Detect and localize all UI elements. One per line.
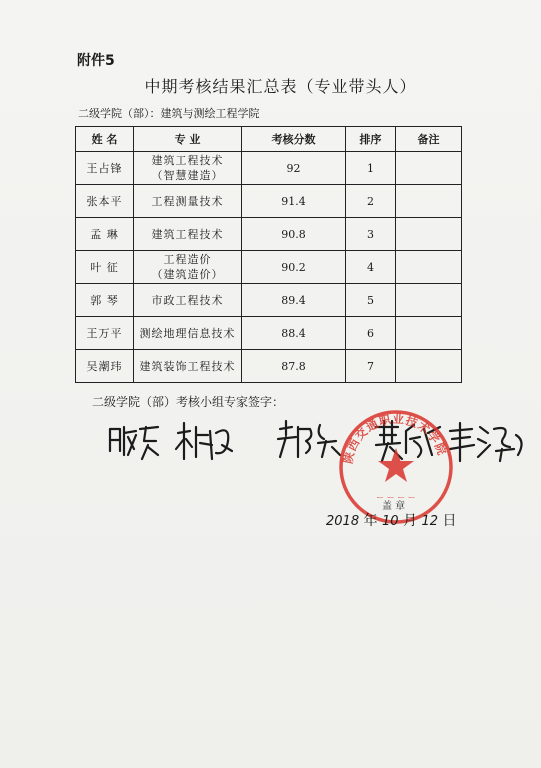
cell-score: 92 [242,152,346,185]
cell-rank: 5 [346,284,396,317]
cell-score: 89.4 [242,284,346,317]
cell-major [134,317,242,350]
result-table [75,126,462,383]
header-rank: 排序 [346,127,396,152]
cell-score: 87.8 [242,350,346,383]
table-header-row [76,127,462,152]
document-title: 中期考核结果汇总表（专业带头人） [144,77,417,96]
cell-note [396,218,462,251]
svg-text:陕西交通职业技术学院: 陕西交通职业技术学院 [340,411,450,465]
header-name: 姓 名 [76,127,134,152]
date-year: 2018 [326,514,360,529]
date-year-char: 年 [363,513,378,529]
cell-major [134,152,242,185]
cell-note [396,185,462,218]
cell-name: 吴潮玮 [76,350,134,383]
cell-name: 郭 琴 [76,284,134,317]
cell-major [134,185,242,218]
stamp-center-label: 盖 章 [382,501,406,512]
signature-label: 二级学院（部）考核小组专家签字： [92,395,285,409]
header-major: 专 业 [134,127,242,152]
date-line [326,510,456,530]
date-day-char: 日 [442,513,457,529]
cell-major [134,284,242,317]
table-row [76,317,462,350]
cell-name: 孟 琳 [76,218,134,251]
cell-note [396,350,462,383]
cell-note [396,251,462,284]
table-row [76,152,462,185]
major-line-1: 市政工程技术 [151,293,224,307]
table-row [76,251,462,284]
date-month: 10 [382,514,399,529]
cell-note [396,284,462,317]
cell-score: 90.2 [242,251,346,284]
major-line-1: 建筑工程技术 [151,227,224,241]
table-row [76,284,462,317]
cell-major [134,251,242,284]
cell-name: 王占锋 [76,152,134,185]
header-note: 备注 [396,127,462,152]
svg-text:ー ー ー ー: ー ー ー ー [376,493,416,502]
handwritten-signatures [100,415,530,470]
cell-major [134,350,242,383]
cell-rank: 3 [346,218,396,251]
major-line-1: 工程测量技术 [151,194,224,208]
major-line-1: 建筑装饰工程技术 [139,359,236,373]
cell-note [396,152,462,185]
cell-note [396,317,462,350]
table-row [76,185,462,218]
cell-name: 王万平 [76,317,134,350]
cell-score: 88.4 [242,317,346,350]
cell-rank: 1 [346,152,396,185]
cell-score: 90.8 [242,218,346,251]
major-line-1: 测绘地理信息技术 [139,326,236,340]
college-line: 二级学院（部）：建筑与测绘工程学院 [78,107,260,120]
cell-name: 张本平 [76,185,134,218]
date-month-char: 月 [403,513,417,529]
table-body [76,152,462,383]
table-row [76,218,462,251]
header-score: 考核分数 [242,127,346,152]
major-line-1: 建筑工程技术 [151,154,224,167]
cell-rank: 2 [346,185,396,218]
cell-rank: 6 [346,317,396,350]
cell-name: 叶 征 [76,251,134,284]
table-row [76,350,462,383]
major-line-2: （智慧建造） [151,169,224,182]
attachment-label: 附件5 [77,53,115,69]
cell-rank: 4 [346,251,396,284]
date-day: 12 [421,514,438,529]
cell-score: 91.4 [242,185,346,218]
major-line-2: （建筑造价） [151,268,224,281]
major-line-1: 工程造价 [163,253,212,266]
cell-major [134,218,242,251]
cell-rank: 7 [346,350,396,383]
